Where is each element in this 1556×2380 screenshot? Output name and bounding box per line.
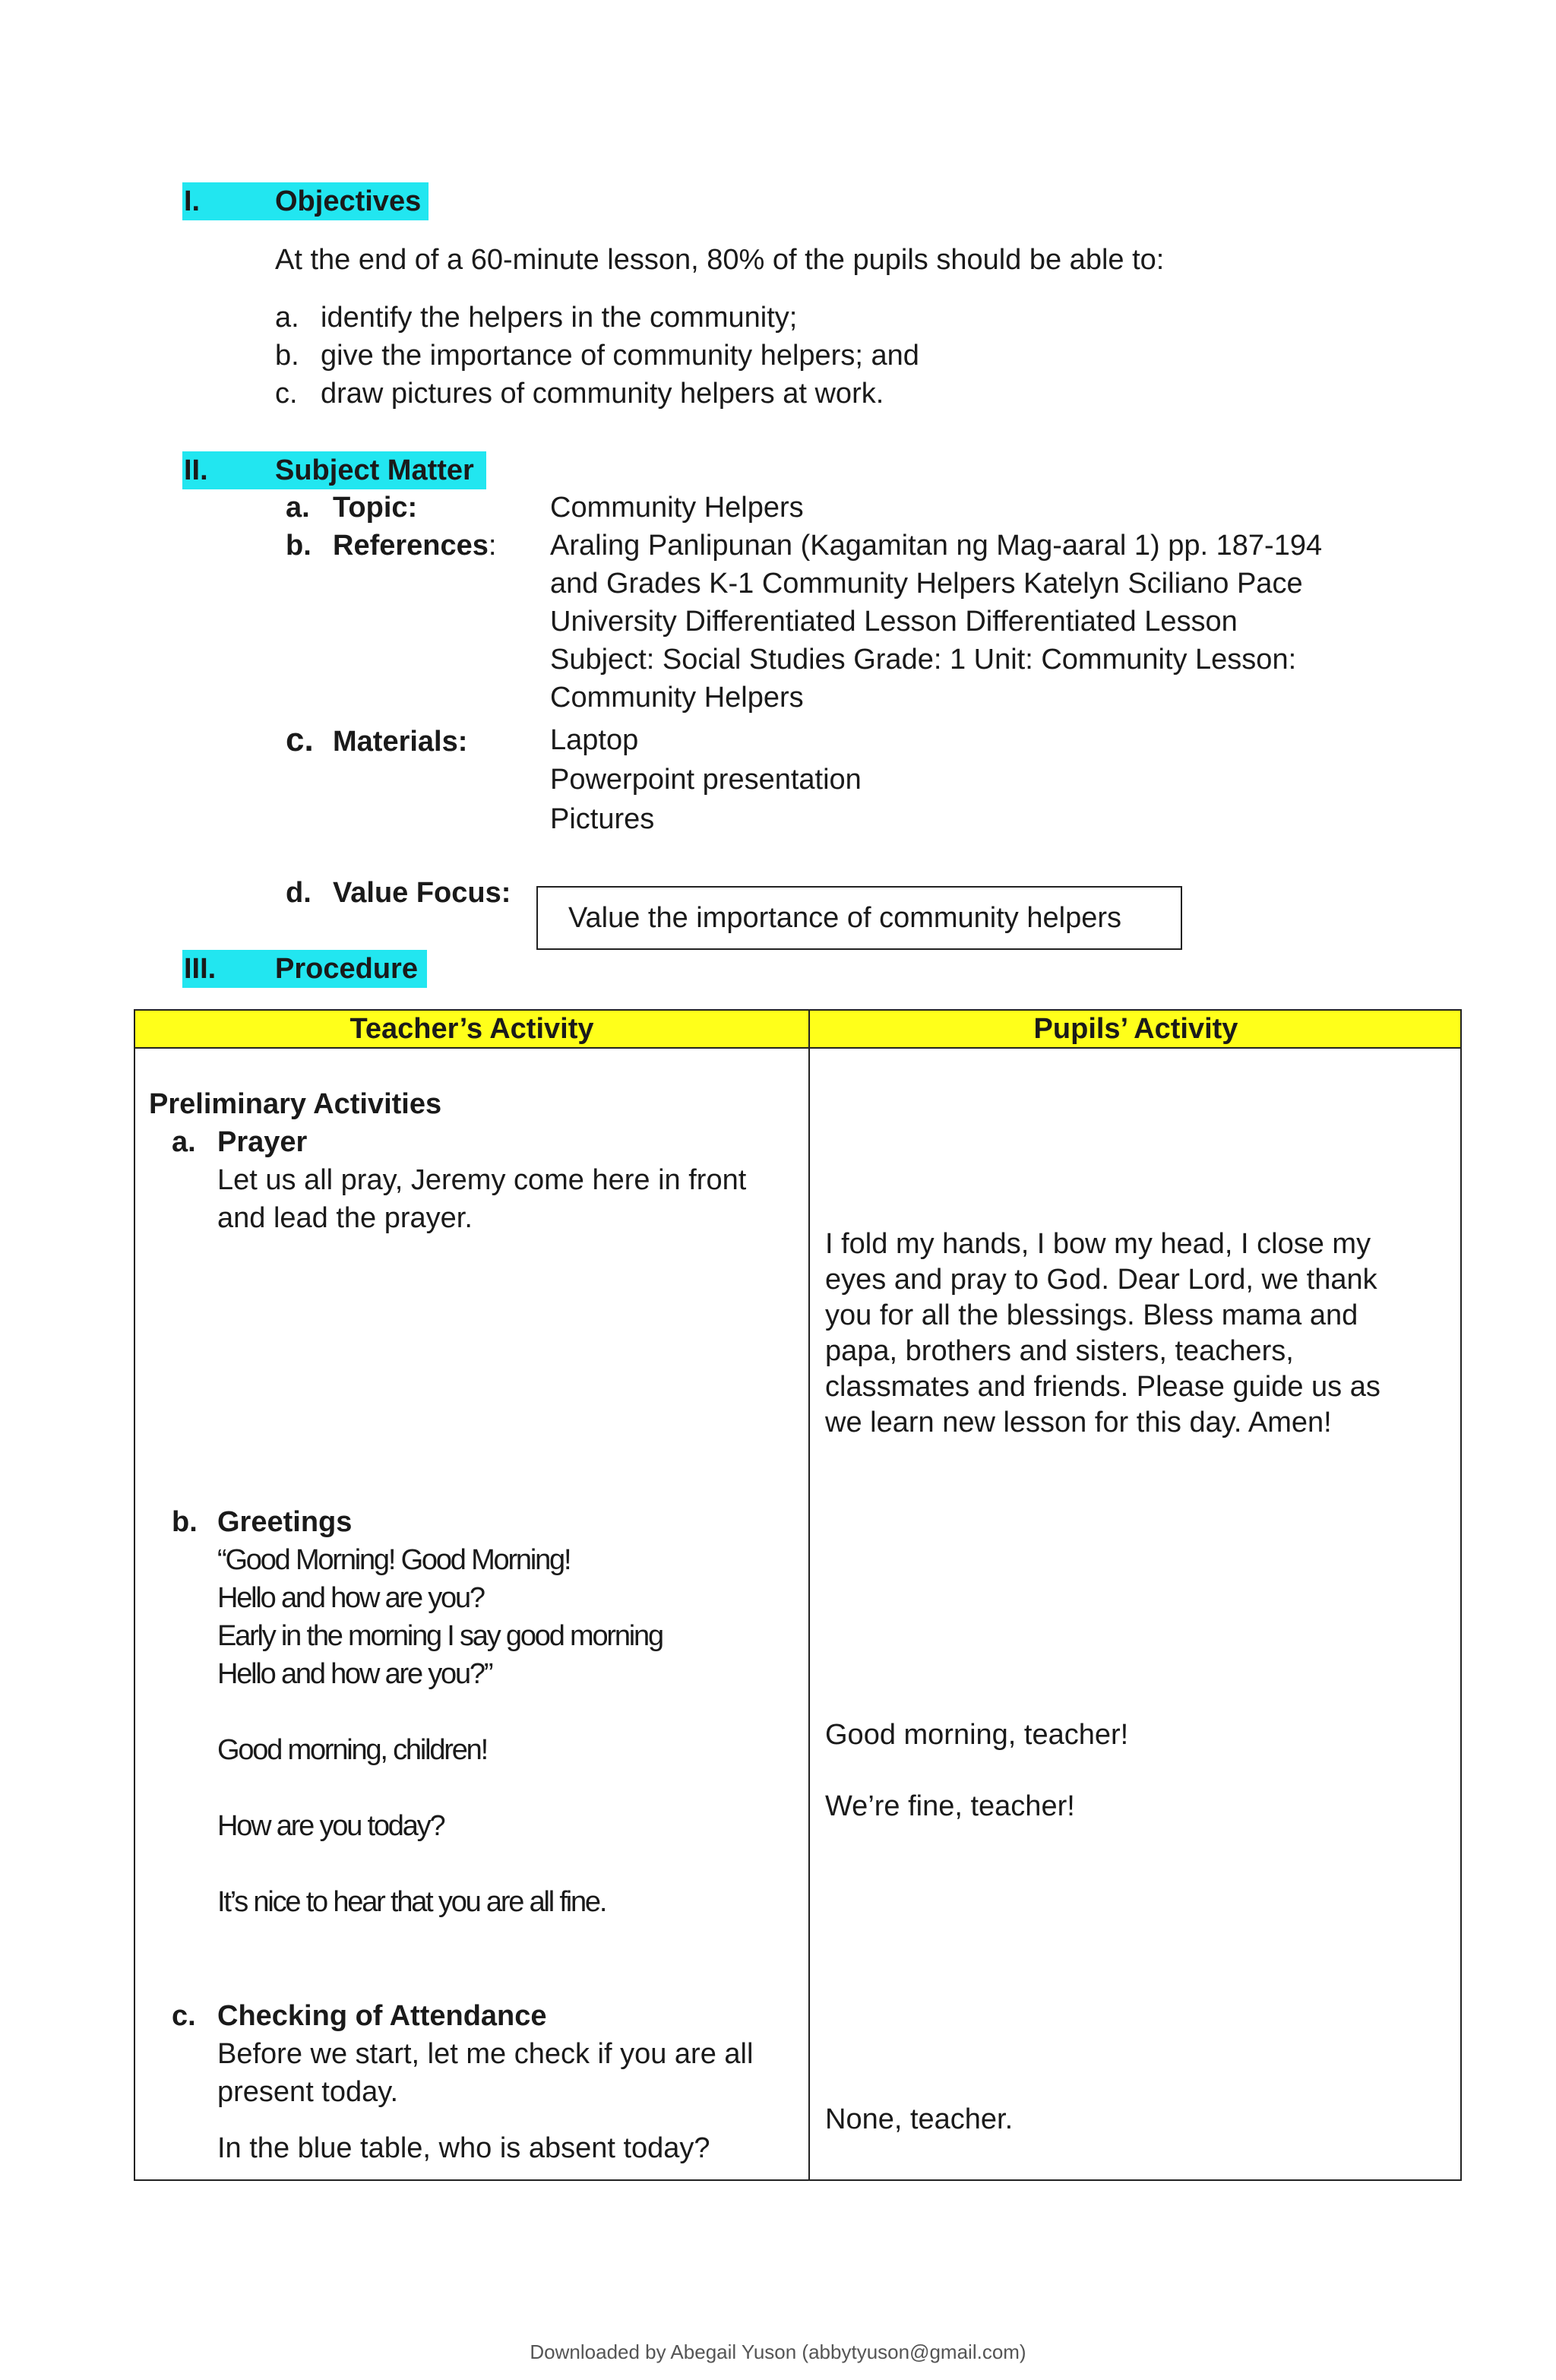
section-number: I.: [184, 185, 201, 217]
value-focus-text: Value the importance of community helpers: [568, 901, 1121, 934]
list-item: c. draw pictures of community helpers at work.: [275, 378, 884, 410]
topic-value: Community Helpers: [550, 492, 804, 524]
list-item: Powerpoint presentation: [550, 764, 862, 796]
section-number: II.: [184, 454, 208, 486]
materials-list: [550, 721, 862, 838]
list-item: a. identify the helpers in the community;: [275, 302, 798, 334]
greetings-heading: b. Greetings: [172, 1506, 353, 1538]
attendance-teacher-question: In the blue table, who is absent today?: [217, 2132, 710, 2164]
value-focus-box: [536, 886, 1182, 950]
prayer-heading: a. Prayer: [172, 1126, 308, 1158]
section-number: III.: [184, 953, 217, 985]
greetings-pupils-2: We’re fine, teacher!: [825, 1790, 1075, 1822]
references-label: b. References:: [286, 530, 497, 562]
download-footer: Downloaded by Abegail Yuson (abbytyuson@gmail.com): [530, 2340, 1026, 2363]
section-title: Procedure: [275, 953, 418, 985]
prayer-teacher-text: Let us all pray, Jeremy come here in front and lead the prayer.: [217, 1164, 747, 1234]
attendance-teacher-text: Before we start, let me check if you are all present today.: [217, 2038, 754, 2108]
list-item: Pictures: [550, 803, 655, 835]
topic-label: a. Topic:: [286, 492, 418, 524]
attendance-heading: c. Checking of Attendance: [172, 2000, 547, 2032]
attendance-pupils-1: None, teacher.: [825, 2103, 1014, 2135]
objectives-list: [275, 299, 919, 413]
materials-label: c. Materials:: [286, 721, 468, 758]
greetings-song: “Good Morning! Good Morning! Hello and how are you? Early in the morning I say good morning Hello and how are you?”: [217, 1544, 663, 1690]
value-focus-label: d. Value Focus:: [286, 877, 511, 909]
section-title: Objectives: [275, 185, 422, 217]
section-title: Subject Matter: [275, 454, 474, 486]
list-item: b. give the importance of community helpers; and: [275, 340, 919, 372]
greetings-teacher-1: Good morning, children!: [217, 1734, 487, 1766]
table-header: [135, 1011, 1460, 1049]
list-item: Laptop: [550, 724, 639, 756]
references-value: Araling Panlipunan (Kagamitan ng Mag-aaral 1) pp. 187-194 and Grades K-1 Community Helpers Katelyn Sciliano Pace University Differentiated Lesson Differentiated Lesson Subject: Social Studies Grade: 1 Unit: Community Lesson: Community Helpers: [550, 530, 1323, 714]
preliminary-heading: Preliminary Activities: [149, 1088, 442, 1120]
prayer-pupils-text: I fold my hands, I bow my head, I close my eyes and pray to God. Dear Lord, we thank you for all the blessings. Bless mama and papa, brothers and sisters, teachers, classmates and friends. Please guide us as we learn new lesson for this day. Amen!: [825, 1228, 1380, 1438]
greetings-teacher-2: How are you today?: [217, 1810, 444, 1842]
procedure-table: [134, 1009, 1462, 2181]
column-header: Teacher’s Activity: [349, 1013, 594, 1045]
column-divider: [808, 1011, 810, 2179]
greetings-teacher-3: It’s nice to hear that you are all fine.: [217, 1886, 606, 1918]
greetings-pupils-1: Good morning, teacher!: [825, 1719, 1129, 1751]
objectives-intro: At the end of a 60-minute lesson, 80% of the pupils should be able to:: [275, 244, 1165, 276]
column-header: Pupils’ Activity: [1033, 1013, 1238, 1045]
